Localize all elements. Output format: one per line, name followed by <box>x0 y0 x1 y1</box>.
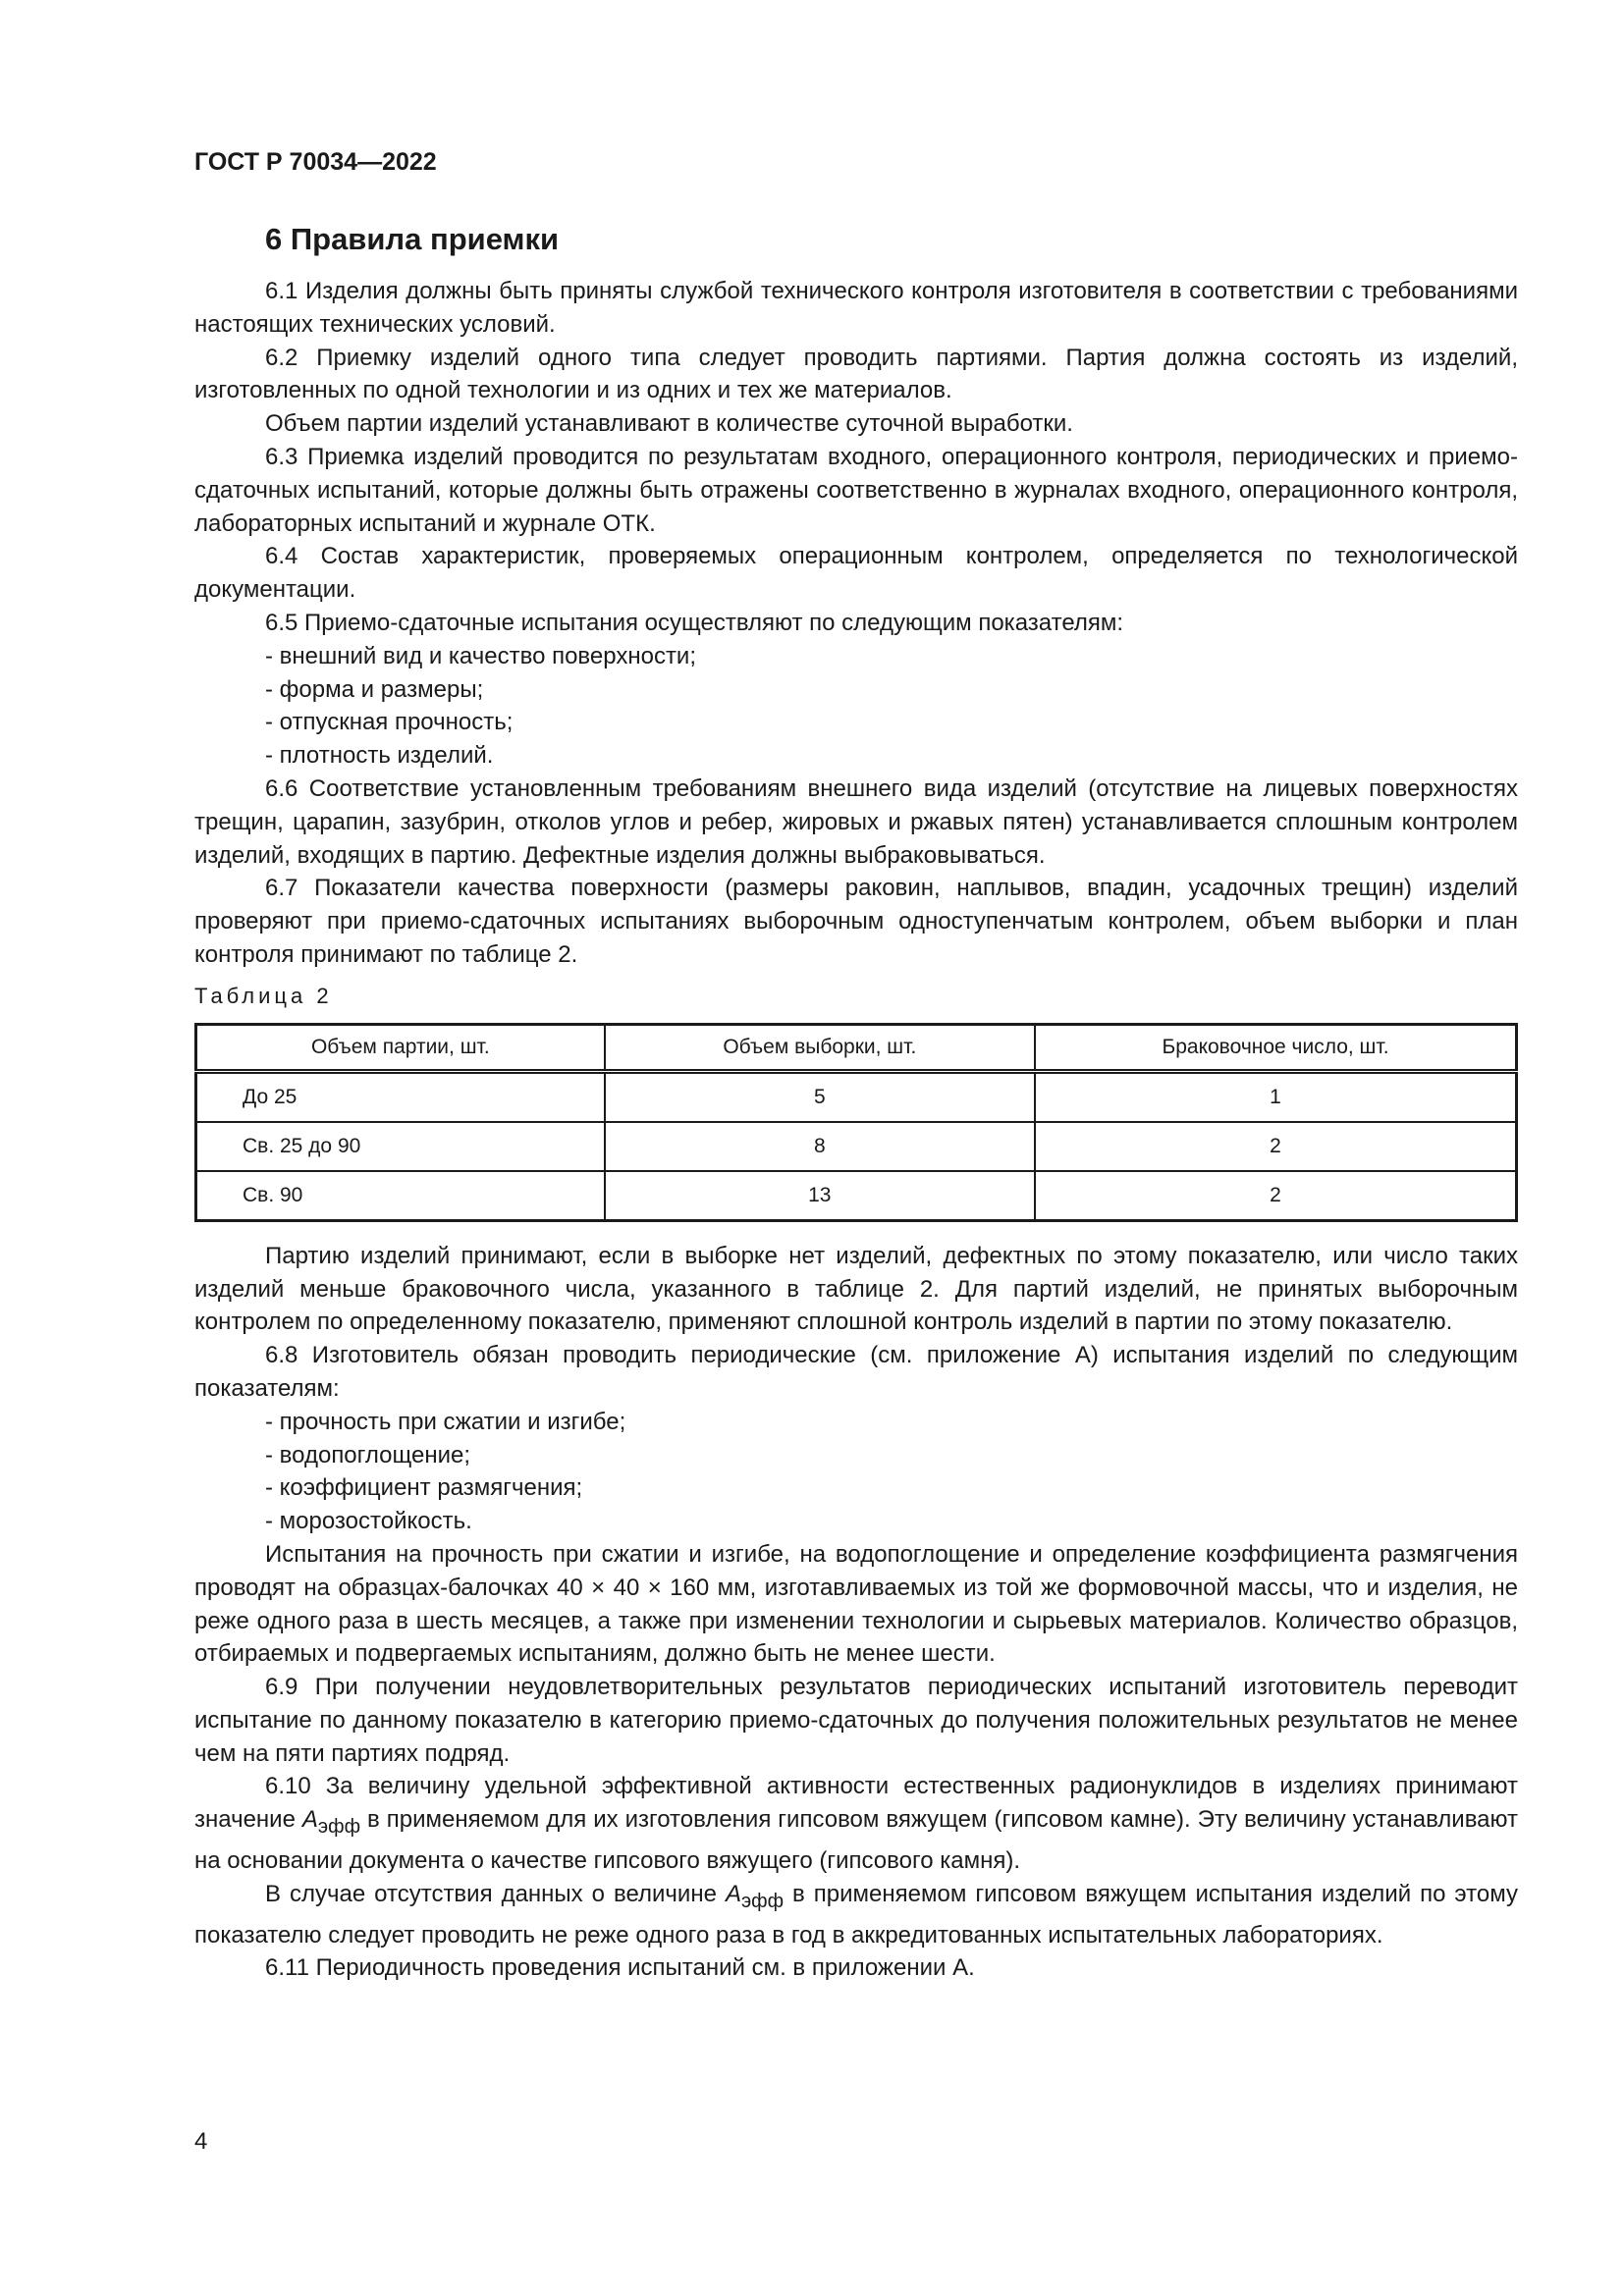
document-page <box>194 145 1518 1985</box>
table-caption: Таблица 2 <box>194 983 333 1008</box>
paragraph: 6.7 Показатели качества поверхности (размеры раковин, наплывов, впадин, усадочных трещин) изделий проверяют при приемо-сдаточных испытаниях выборочным одноступенчатым контролем, объем выборки и план контроля принимают по таблице 2. <box>194 875 1518 968</box>
list-item: - плотность изделий. <box>265 742 494 770</box>
paragraph-6-10: 6.10 За величину удельной эффективной активности естественных радионуклидов в изделиях принимают значение $A_{эфф}$ в применяемом для их изготовления гипсовом вяжущем (гипсовом камне). Эту величину устанавливают на основании документа о качестве гипсового вяжущего (гипсового камня). <box>194 1773 1518 1875</box>
table-cell: 8 <box>605 1122 1035 1171</box>
column-header: Объем партии, шт. <box>196 1024 605 1071</box>
table-row <box>196 1171 1517 1221</box>
paragraph: 6.9 При получении неудовлетворительных результатов периодических испытаний изготовитель переводит испытание по данному показателю в категорию приемо-сдаточных до получения положительных результатов не менее чем на пяти партиях подряд. <box>194 1674 1518 1767</box>
paragraph: Испытания на прочность при сжатии и изгибе, на водопоглощение и определение коэффициента размягчения проводят на образцах-балочках 40 × 40 × 160 мм, изготавливаемых из той же формовочной массы, что и изделия, не реже одного раза в шесть месяцев, а также при изменении технологии и сырьевых материалов. Количество образцов, отбираемых и подвергаемых испытаниям, должно быть не менее шести. <box>194 1540 1518 1668</box>
list-item: - прочность при сжатии и изгибе; <box>265 1408 626 1435</box>
column-header: Браковочное число, шт. <box>1035 1024 1517 1071</box>
paragraph: Партию изделий принимают, если в выборке нет изделий, дефектных по этому показателю, или число таких изделий меньше браковочного числа, указанного в таблице 2. Для партий изделий, не принятых выборочным контролем по определенному показателю, применяют сплошной контроль изделий в партии по этому показателю. <box>194 1242 1518 1336</box>
paragraph-6-10-continued: В случае отсутствия данных о величине $A_{эфф}$ в применяемом гипсовом вяжущем испытания изделий по этому показателю следует проводить не реже одного раза в год в аккредитованных испытательных лабораториях. <box>194 1880 1518 1949</box>
table-cell: До 25 <box>196 1071 605 1122</box>
sampling-table <box>194 1023 1518 1222</box>
table-cell: Св. 90 <box>196 1171 605 1221</box>
table-cell: Св. 25 до 90 <box>196 1122 605 1171</box>
paragraph-6-11: 6.11 Периодичность проведения испытаний см. в приложении А. <box>265 1954 975 1982</box>
list-item: - водопоглощение; <box>265 1441 471 1468</box>
paragraph: 6.3 Приемка изделий проводится по результатам входного, операционного контроля, периодических и приемо-сдаточных испытаний, которые должны быть отражены соответственно в журналах входного, операционного контроля, лабораторных испытаний и журнале ОТК. <box>194 443 1518 537</box>
table-header-row <box>196 1024 1517 1071</box>
table-cell: 2 <box>1035 1122 1517 1171</box>
table-row <box>196 1071 1517 1122</box>
list-item: - отпускная прочность; <box>265 709 514 736</box>
page-number: 4 <box>194 2128 208 2155</box>
paragraph: Объем партии изделий устанавливают в количестве суточной выработки. <box>265 410 1073 438</box>
paragraph: 6.6 Соответствие установленным требованиям внешнего вида изделий (отсутствие на лицевых поверхностях трещин, царапин, зазубрин, отколов углов и ребер, жировых и ржавых пятен) устанавливается сплошным контролем изделий, входящих в партию. Дефектные изделия должны выбраковываться. <box>194 774 1518 869</box>
paragraph: 6.5 Приемо-сдаточные испытания осуществляют по следующим показателям: <box>265 609 1124 636</box>
table-cell: 2 <box>1035 1171 1517 1221</box>
table-row <box>196 1122 1517 1171</box>
table-cell: 1 <box>1035 1071 1517 1122</box>
section-body-before-table <box>194 275 1518 972</box>
table-cell: 13 <box>605 1171 1035 1221</box>
paragraph: 6.8 Изготовитель обязан проводить периодические (см. приложение А) испытания изделий по следующим показателям: <box>194 1342 1518 1402</box>
list-item: - коэффициент размягчения; <box>265 1474 583 1502</box>
paragraph: 6.1 Изделия должны быть приняты службой технического контроля изготовителя в соответствии с требованиями настоящих технических условий. <box>194 278 1518 338</box>
table-cell: 5 <box>605 1071 1035 1122</box>
list-item: - внешний вид и качество поверхности; <box>265 642 697 669</box>
list-item: - форма и размеры; <box>265 675 484 703</box>
paragraph: 6.2 Приемку изделий одного типа следует проводить партиями. Партия должна состоять из изделий, изготовленных по одной технологии и из одних и тех же материалов. <box>194 344 1518 404</box>
column-header: Объем выборки, шт. <box>605 1024 1035 1071</box>
section-title: 6 Правила приемки <box>265 222 560 256</box>
list-item: - морозостойкость. <box>265 1508 472 1535</box>
document-id: ГОСТ Р 70034—2022 <box>194 148 437 176</box>
paragraph: 6.4 Состав характеристик, проверяемых операционным контролем, определяется по технологической документации. <box>194 543 1518 604</box>
section-body-after-table <box>194 1240 1518 1771</box>
